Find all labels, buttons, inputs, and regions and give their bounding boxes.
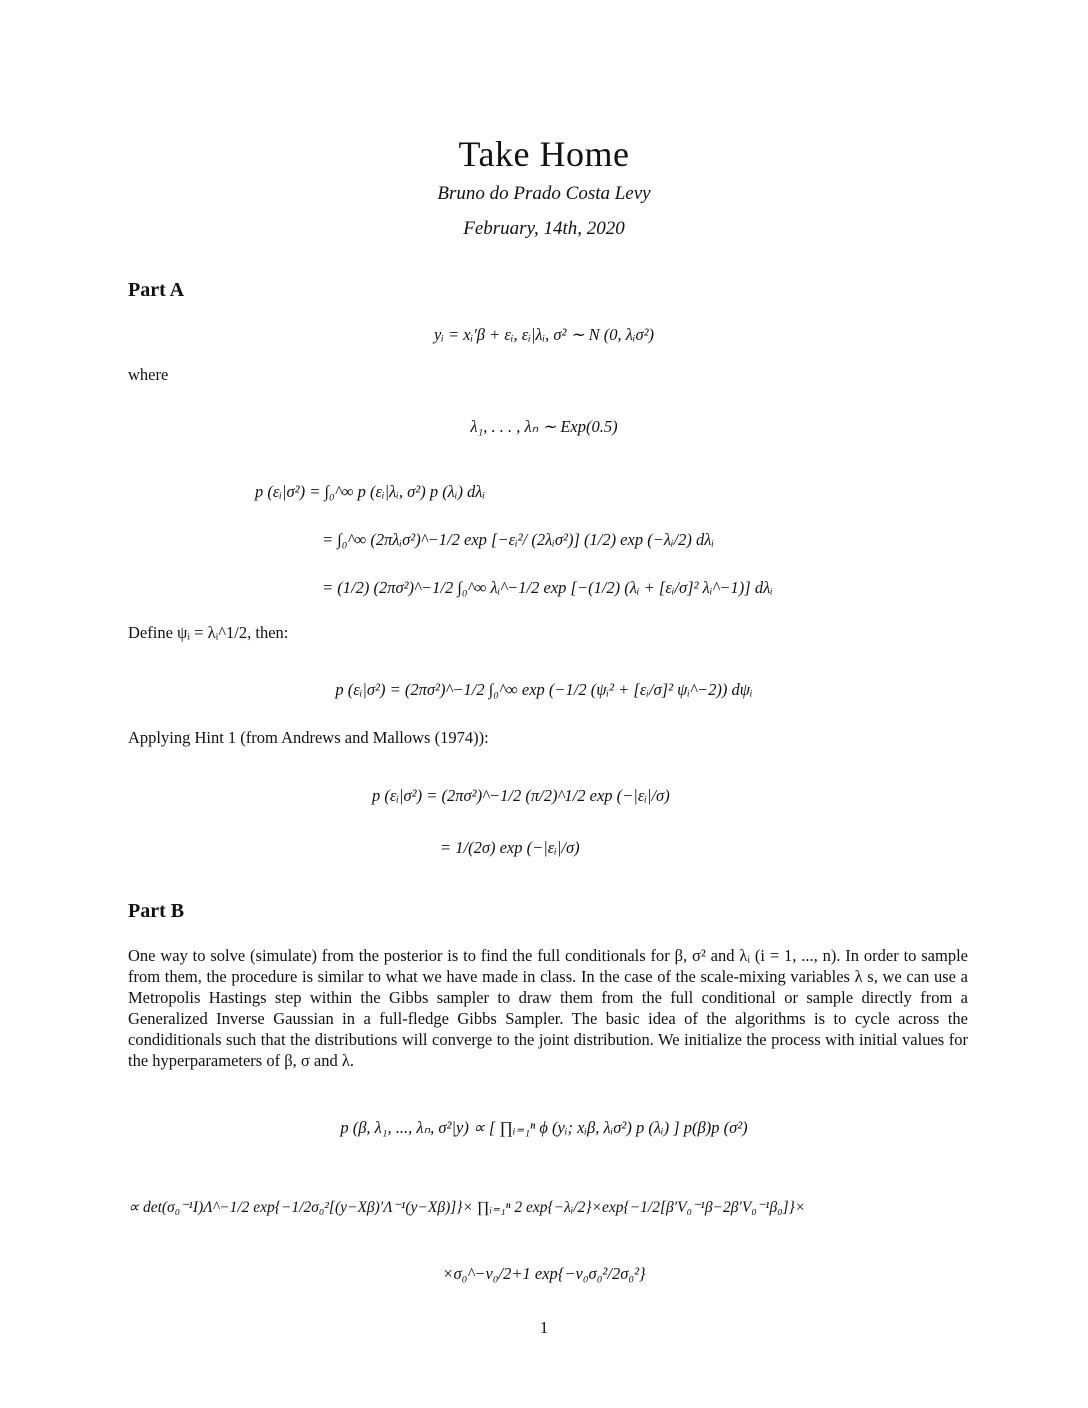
equation-prior: λ₁, . . . , λₙ ∼ Exp(0.5) (470, 417, 618, 436)
equation-marginal-line-3: = (1/2) (2πσ²)^−1/2 ∫₀^∞ λᵢ^−1/2 exp [−(1/2) (λᵢ + [εᵢ/σ]² λᵢ^−1)] dλᵢ (322, 578, 773, 597)
document-date: February, 14th, 2020 (463, 218, 625, 239)
equation-hint-line-1: p (εᵢ|σ²) = (2πσ²)^−1/2 (π/2)^1/2 exp (−|εᵢ|/σ) (372, 786, 670, 805)
equation-psi: p (εᵢ|σ²) = (2πσ²)^−1/2 ∫₀^∞ exp (−1/2 (ψᵢ² + [εᵢ/σ]² ψᵢ^−2)) dψᵢ (335, 680, 753, 699)
part-b-paragraph: One way to solve (simulate) from the posterior is to find the full conditionals for β, σ² and λᵢ (i = 1, ..., n). In order to sample from them, the procedure is similar to what we have made in class. In the case of the scale-mixing variables λ s, we can use a Metropolis Hastings step within the Gibbs sampler to draw them from the full conditional or sample directly from a Generalized Inverse Gaussian in a full-fledge Gibbs Sampler. The basic idea of the algorithms is to cycle across the condiditionals such that the distributions will converge to the joint distribution. We initialize the process with initial values for the hyperparameters of β, σ and λ. (128, 946, 968, 1070)
author-name: Bruno do Prado Costa Levy (437, 183, 651, 204)
equation-last: ×σ₀^−ν₀/2+1 exp{−ν₀σ₀²/2σ₀²} (442, 1264, 646, 1283)
equation-hint-line-2: = 1/(2σ) exp (−|εᵢ|/σ) (440, 838, 580, 857)
section-heading-part-a: Part A (128, 279, 185, 301)
where-text: where (128, 365, 169, 384)
equation-posterior: p (β, λ₁, ..., λₙ, σ²|y) ∝ [ ∏ᵢ₌₁ⁿ ϕ (yᵢ; xᵢβ, λᵢσ²) p (λᵢ) ] p(β)p (σ²) (340, 1118, 748, 1137)
equation-marginal-line-2: = ∫₀^∞ (2πλᵢσ²)^−1/2 exp [−εᵢ²/ (2λᵢσ²)] (1/2) exp (−λᵢ/2) dλᵢ (322, 530, 715, 549)
equation-model: yᵢ = xᵢ′β + εᵢ, εᵢ|λᵢ, σ² ∼ N (0, λᵢσ²) (433, 325, 655, 344)
hint-text: Applying Hint 1 (from Andrews and Mallows (1974)): (128, 728, 489, 747)
define-text: Define ψᵢ = λᵢ^1/2, then: (128, 623, 289, 642)
section-heading-part-b: Part B (128, 900, 185, 922)
document-title: Take Home (458, 134, 630, 174)
equation-long: ∝ det(σ₀⁻¹I)Λ^−1/2 exp{−1/2σ₀²[(y−Xβ)′Λ⁻¹(y−Xβ)]}× ∏ᵢ₌₁ⁿ 2 exp{−λᵢ/2}×exp{−1/2[β′V₀⁻¹β−2β′V₀⁻¹β₀]}× (128, 1199, 806, 1216)
page-number: 1 (539, 1318, 549, 1337)
equation-marginal-line-1: p (εᵢ|σ²) = ∫₀^∞ p (εᵢ|λᵢ, σ²) p (λᵢ) dλᵢ (255, 482, 486, 501)
